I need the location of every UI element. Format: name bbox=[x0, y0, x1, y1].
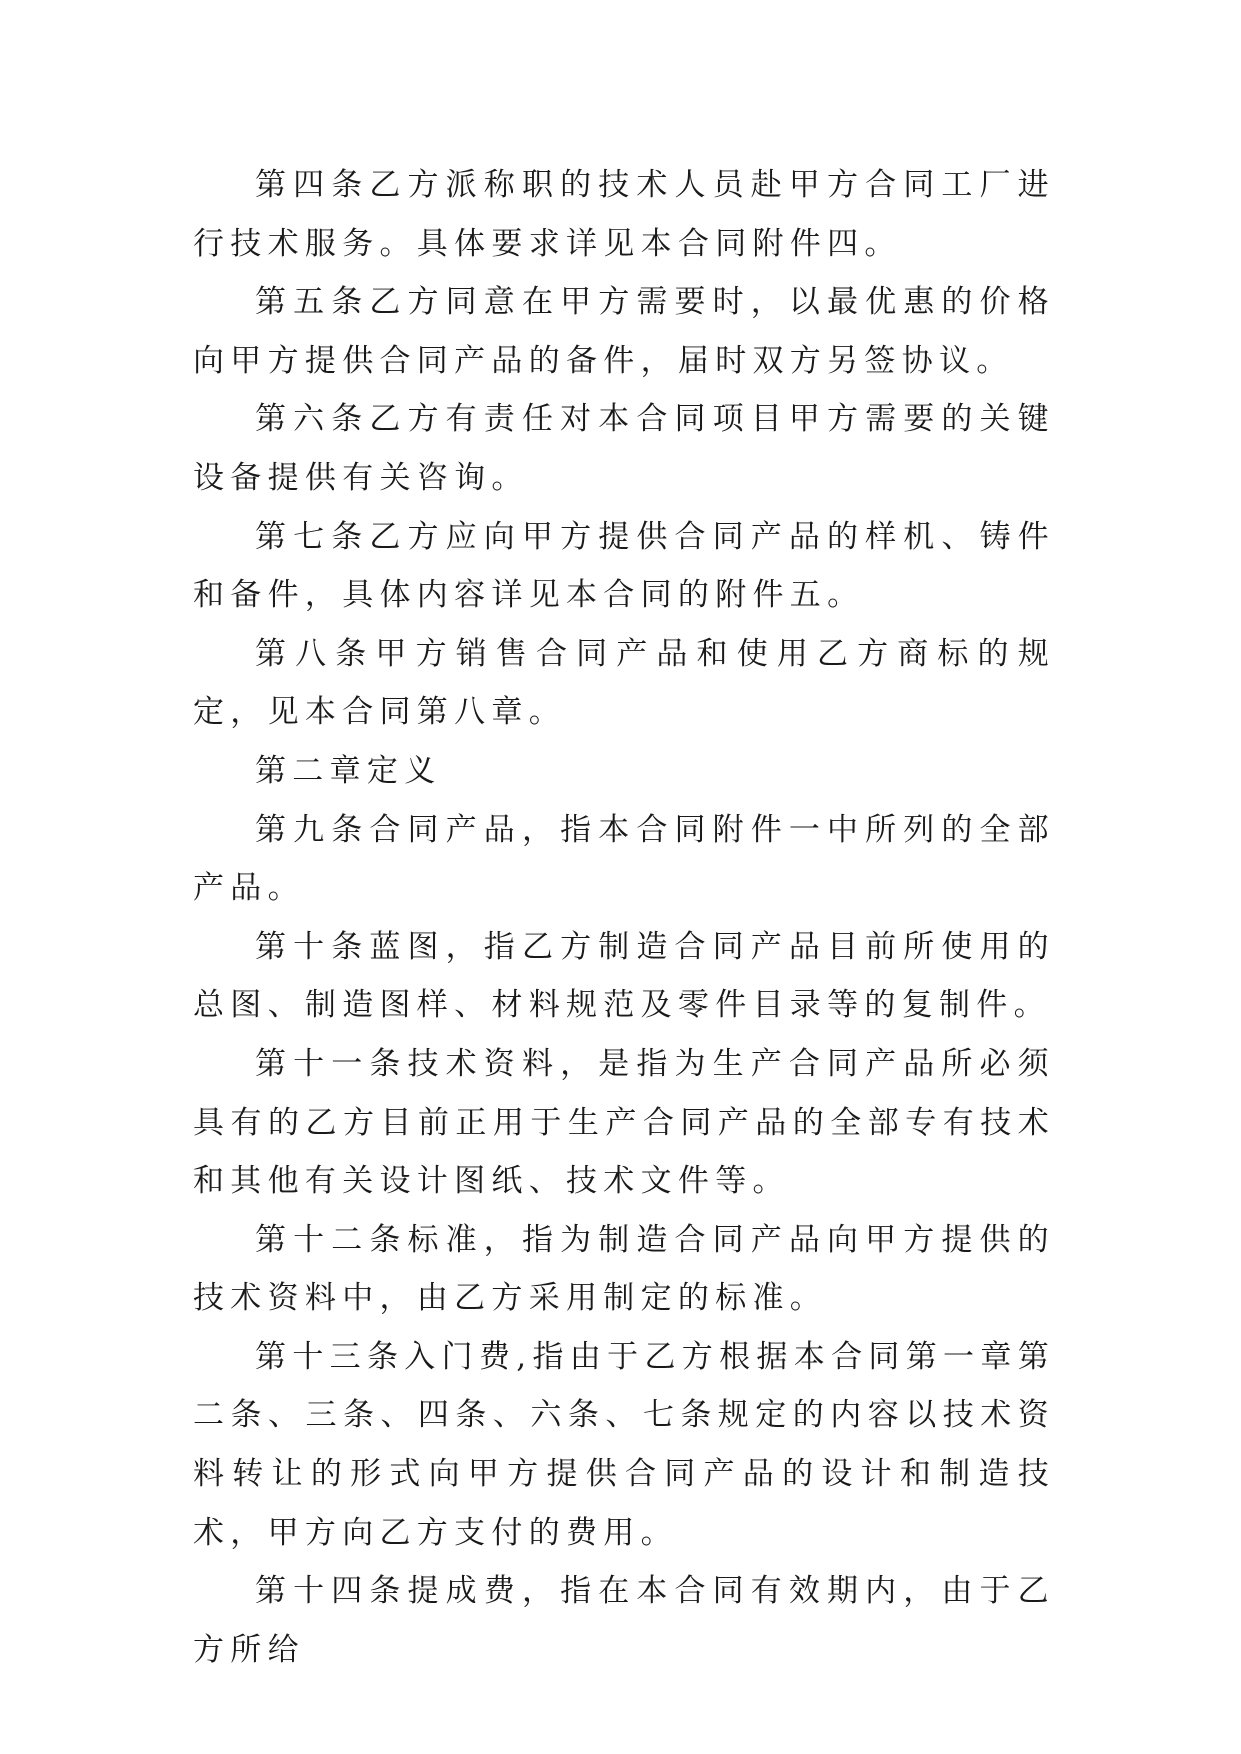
paragraph-article-11: 第十一条技术资料，是指为生产合同产品所必须具有的乙方目前正用于生产合同产品的全部专有技术和其他有关设计图纸、技术文件等。 bbox=[193, 1045, 1055, 1200]
paragraph-article-14: 第十四条提成费，指在本合同有效期内，由于乙方所给 bbox=[193, 1573, 1055, 1668]
paragraph-article-6: 第六条乙方有责任对本合同项目甲方需要的关键设备提供有关咨询。 bbox=[193, 401, 1055, 496]
paragraph-article-13: 第十三条入门费,指由于乙方根据本合同第一章第二条、三条、四条、六条、七条规定的内容以技术资料转让的形式向甲方提供合同产品的设计和制造技术，甲方向乙方支付的费用。 bbox=[193, 1338, 1055, 1551]
paragraph-article-8: 第八条甲方销售合同产品和使用乙方商标的规定，见本合同第八章。 bbox=[193, 635, 1055, 731]
chapter-heading: 第二章定义 bbox=[255, 752, 442, 789]
paragraph-article-4: 第四条乙方派称职的技术人员赴甲方合同工厂进行技术服务。具体要求详见本合同附件四。 bbox=[193, 167, 1055, 262]
paragraph-article-9: 第九条合同产品，指本合同附件一中所列的全部产品。 bbox=[193, 811, 1055, 907]
contract-text bbox=[193, 156, 1055, 1679]
paragraph-article-12: 第十二条标准，指为制造合同产品向甲方提供的技术资料中，由乙方采用制定的标准。 bbox=[193, 1221, 1055, 1317]
paragraph-article-7: 第七条乙方应向甲方提供合同产品的样机、铸件和备件，具体内容详见本合同的附件五。 bbox=[193, 518, 1055, 614]
paragraph-article-5: 第五条乙方同意在甲方需要时，以最优惠的价格向甲方提供合同产品的备件，届时双方另签协议。 bbox=[193, 284, 1055, 379]
paragraph-article-10: 第十条蓝图，指乙方制造合同产品目前所使用的总图、制造图样、材料规范及零件目录等的复制件。 bbox=[193, 928, 1055, 1024]
